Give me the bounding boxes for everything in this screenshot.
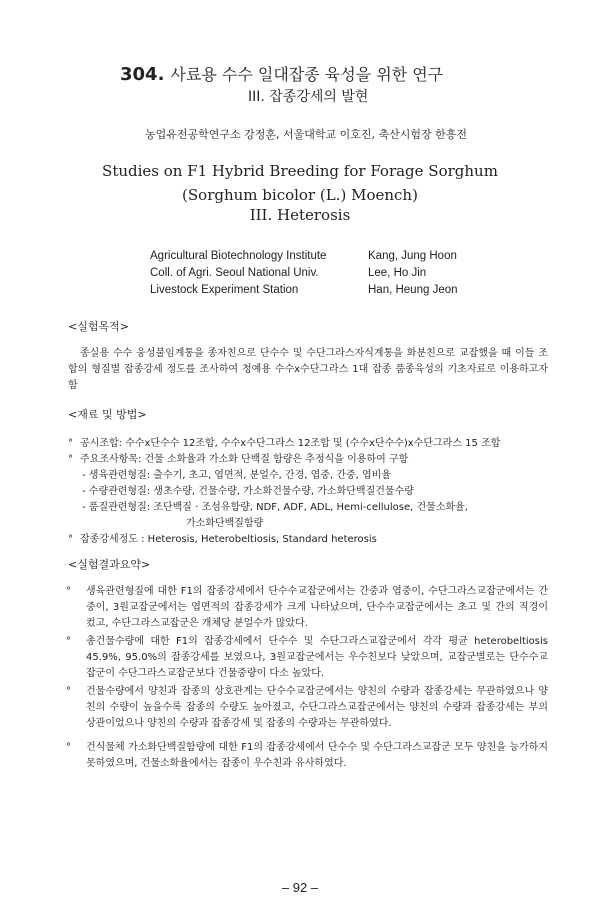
- korean-authors: 농업유전공학연구소 강정훈, 서울대학교 이호진, 축산시험장 한흥전: [145, 128, 468, 141]
- materials-subitem: - 품질관련형질: 조단백질 · 조섬유함량, NDF, ADF, ADL, Hemi-cellulose, 건물소화율,: [82, 502, 468, 513]
- results-item: ° 건물수량에서 양친과 잡종의 상호관계는 단수수교잡군에서는 양친의 수량과 잡종강세는 무관하였으나 양친의 수량이 높을수록 잡종의 수량도 높아졌고, 수단그라스교잡군에서는 양친의 수량과 잡종강세는 부의 상관이었으나 양친의 수량과 잡종강세 및 잡종의 수량과는 무관하였다.: [68, 684, 548, 732]
- korean-subtitle: III. 잡종강세의 발현: [248, 89, 369, 105]
- korean-title: [120, 62, 443, 85]
- affiliation-author: Kang, Jung Hoon: [368, 250, 457, 262]
- materials-item-text: 공시조합: 수수x단수수 12조합, 수수x수단그라스 12조합 및 (수수x단수수)x수단그라스 15 조합: [80, 438, 501, 449]
- materials-subitem-continued: 가소화단백질함량: [186, 518, 264, 529]
- english-title: Studies on F1 Hybrid Breeding for Forage Sorghum: [102, 162, 498, 180]
- affiliation-author: Lee, Ho Jin: [368, 267, 427, 279]
- results-item-text: 건물수량에서 양친과 잡종의 상호관계는 단수수교잡군에서는 양친의 수량과 잡종강세는 무관하였으나 양친의 수량이 높을수록 잡종의 수량도 높아졌고, 수단그라스교잡군에서는 양친의 수량과 잡종강세는 부의 상관이었으나 양친의 수량과 잡종강세 및 잡종의 수량과는 무관하였다.: [86, 686, 548, 729]
- affiliation-institute: Agricultural Biotechnology Institute: [150, 250, 327, 262]
- materials-item: ° 주요조사항목: 건물 소화율과 가소화 단백질 함량은 추정식을 이용하여 구함: [68, 454, 409, 465]
- results-item-text: 건식물체 가소화단백질함량에 대한 F1의 잡종강세에서 단수수 및 수단그라스교잡군 모두 양친을 능가하지 못하였으며, 건물소화율에서는 잡종이 우수친과 유사하였다.: [86, 742, 548, 769]
- results-item: ° 총건물수량에 대한 F1의 잡종강세에서 단수수 및 수단그라스교잡군에서 각각 평균 heterobeltiosis 45.9%, 95.0%의 잡종강세를 보였으나, 3원교잡군에서는 우수친보다 낮았으며, 교잡군별로는 단수수교잡군이 수단그라스교잡군보다 건물중량이 다소 높았다.: [68, 634, 548, 682]
- affiliation-row: [150, 284, 510, 301]
- results-item-text: 총건물수량에 대한 F1의 잡종강세에서 단수수 및 수단그라스교잡군에서 각각 평균 heterobeltiosis 45.9%, 95.0%의 잡종강세를 보였으나, 3원교잡군에서는 우수친보다 낮았으며, 교잡군별로는 단수수교잡군이 수단그라스교잡군보다 건물중량이 다소 높았다.: [86, 636, 548, 679]
- materials-item: ° 잡종강세정도 : Heterosis, Heterobeltiosis, Standard heterosis: [68, 534, 377, 545]
- objective-text: 종실용 수수 웅성불임계통을 종자친으로 단수수 및 수단그라스자식계통을 화분친으로 교잡했을 때 이들 조합의 형질별 잡종강세 정도를 조사하여 청예용 수수x수단그라스 1대 잡종 품종육성의 기초자료로 이용하고자 함: [68, 348, 548, 391]
- english-subtitle: III. Heterosis: [249, 206, 351, 224]
- objective-heading: <실험목적>: [68, 320, 129, 333]
- korean-title-text: 사료용 수수 일대잡종 육성을 위한 연구: [170, 65, 444, 84]
- results-item: ° 건식물체 가소화단백질함량에 대한 F1의 잡종강세에서 단수수 및 수단그라스교잡군 모두 양친을 능가하지 못하였으며, 건물소화율에서는 잡종이 우수친과 유사하였다.: [68, 740, 548, 772]
- results-heading: <실험결과요약>: [68, 558, 151, 571]
- abstract-number: 304.: [120, 64, 165, 85]
- materials-item-text: 주요조사항목: 건물 소화율과 가소화 단백질 함량은 추정식을 이용하여 구함: [80, 454, 409, 465]
- page-number: – 92 –: [281, 880, 319, 895]
- english-species: (Sorghum bicolor (L.) Moench): [182, 186, 418, 204]
- affiliation-row: [150, 267, 510, 284]
- results-item: ° 생육관련형질에 대한 F1의 잡종강세에서 단수수교잡군에서는 간중과 엽중이, 수단그라스교잡군에서는 간중이, 3원교잡군에서는 엽면적의 잡종강세가 크게 나타났으며, 단수수교잡군에서는 초고 및 간의 직경이 컸고, 수단그라스교잡군은 개체당 분얼수가 많았다.: [68, 584, 548, 632]
- affiliation-row: [150, 250, 510, 267]
- materials-heading: <재료 및 방법>: [68, 408, 147, 421]
- materials-item-text: 잡종강세정도 : Heterosis, Heterobeltiosis, Standard heterosis: [80, 534, 377, 545]
- affiliation-table: [150, 250, 510, 301]
- affiliation-author: Han, Heung Jeon: [368, 284, 458, 296]
- materials-item: ° 공시조합: 수수x단수수 12조합, 수수x수단그라스 12조합 및 (수수x단수수)x수단그라스 15 조합: [68, 438, 501, 449]
- affiliation-institute: Livestock Experiment Station: [150, 284, 299, 296]
- results-item-text: 생육관련형질에 대한 F1의 잡종강세에서 단수수교잡군에서는 간중과 엽중이, 수단그라스교잡군에서는 간중이, 3원교잡군에서는 엽면적의 잡종강세가 크게 나타났으며, 단수수교잡군에서는 초고 및 간의 직경이 컸고, 수단그라스교잡군은 개체당 분얼수가 많았다.: [86, 586, 548, 629]
- materials-subitem: - 수량관련형질: 생초수량, 건물수량, 가소화건물수량, 가소화단백질건물수량: [82, 486, 414, 497]
- affiliation-institute: Coll. of Agri. Seoul National Univ.: [150, 267, 319, 279]
- materials-subitem: - 생육관련형질: 출수기, 초고, 엽면적, 분얼수, 간경, 엽중, 간중, 엽비율: [82, 470, 391, 481]
